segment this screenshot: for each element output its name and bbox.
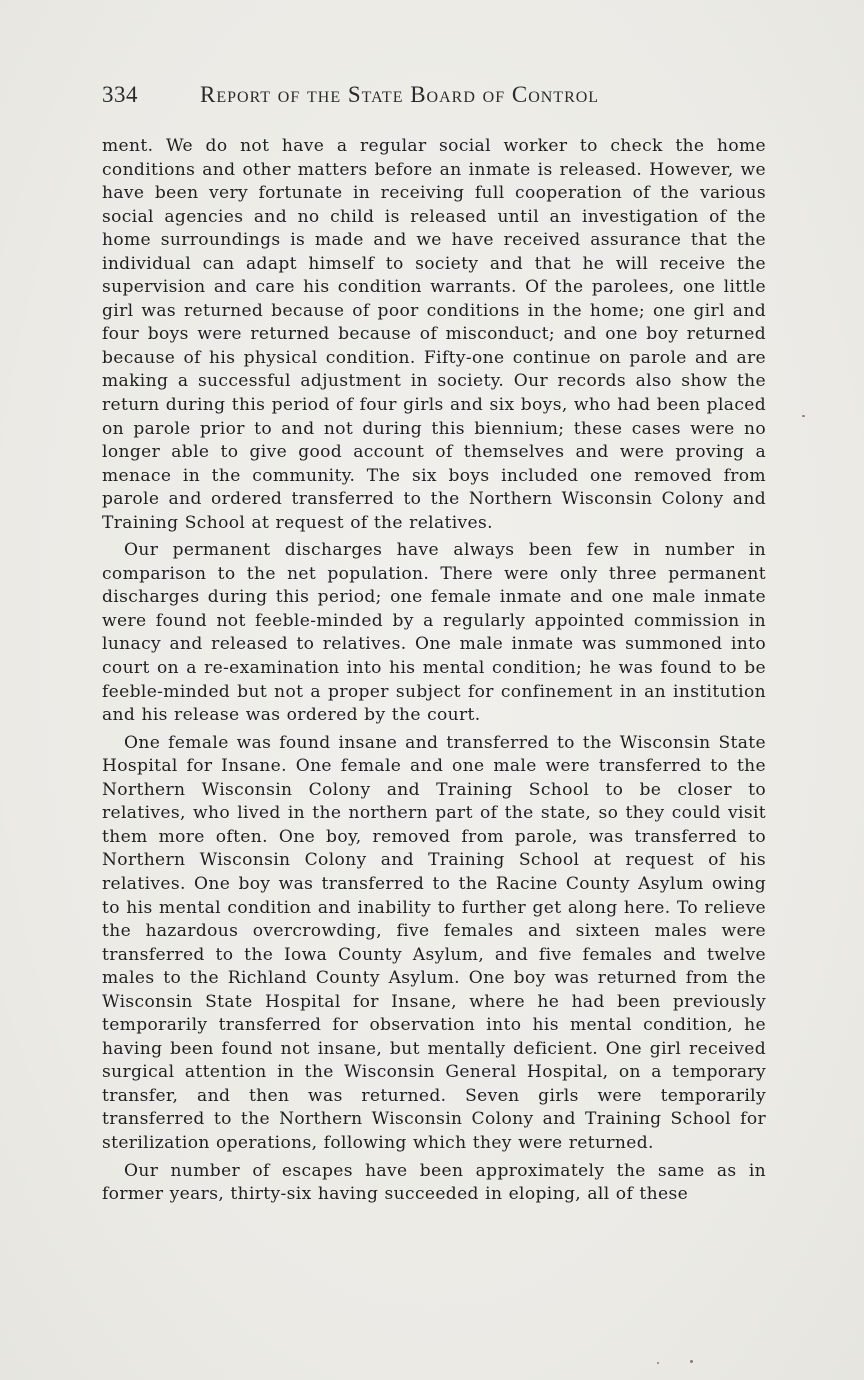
paragraph-continued: ment. We do not have a regular social worker to check the home conditions and other matters before an inmate is released. However, we have been very fortunate in receiving full cooperation of the various social agencies and no child is released until an investigation of the home surroundings is made and we have received assurance that the individual can adapt himself to society and that he will receive the supervision and care his condition warrants. Of the parolees, one little girl was returned because of poor conditions in the home; one girl and four boys were returned because of misconduct; and one boy returned because of his physical condition. Fifty-one continue on parole and are making a successful adjustment in society. Our records also show the return during this period of four girls and six boys, who had been placed on parole prior to and not during this biennium; these cases were no longer able to give good account of themselves and were proving a menace in the community. The six boys included one removed from parole and ordered transferred to the Northern Wisconsin Colony and Training School at request of the relatives. — [102, 136, 766, 533]
page-number: 334 — [102, 82, 138, 107]
paragraph-transfers: One female was found insane and transferred to the Wisconsin State Hospital for Insane. One female and one male were transferred to the Northern Wisconsin Colony and Training School to be closer to relatives, who lived in the northern part of the state, so they could visit them more often. One boy, removed from parole, was transferred to Northern Wisconsin Colony and Training School at request of his relatives. One boy was transferred to the Racine County Asylum owing to his mental condition and inability to further get along here. To relieve the hazardous overcrowding, five females and sixteen males were transferred to the Iowa County Asylum, and five females and twelve males to the Richland County Asylum. One boy was returned from the Wisconsin State Hospital for Insane, where he had been previously temporarily transferred for observation into his mental condition, he having been found not insane, but mentally deficient. One girl received surgical attention in the Wisconsin General Hospital, on a temporary transfer, and then was returned. Seven girls were temporarily transferred to the Northern Wisconsin Colony and Training School for sterilization operations, following which they were returned. — [102, 732, 766, 1153]
paper-speck — [802, 415, 805, 417]
body-text — [102, 135, 766, 1207]
paper-speck — [657, 1362, 659, 1364]
paragraph-escapes: Our number of escapes have been approximately the same as in former years, thirty-six having succeeded in eloping, all of these — [102, 1160, 766, 1205]
running-head: Report of the State Board of Control — [200, 82, 600, 107]
paragraph-discharges: Our permanent discharges have always been few in number in comparison to the net population. There were only three permanent discharges during this period; one female inmate and one male inmate were found not feeble-minded by a regularly appointed commission in lunacy and released to relatives. One male inmate was summoned into court on a re-examination into his mental condition; he was found to be feeble-minded but not a proper subject for confinement in an institution and his release was ordered by the court. — [102, 540, 766, 726]
page-header — [102, 82, 766, 112]
paper-speck — [690, 1360, 693, 1363]
